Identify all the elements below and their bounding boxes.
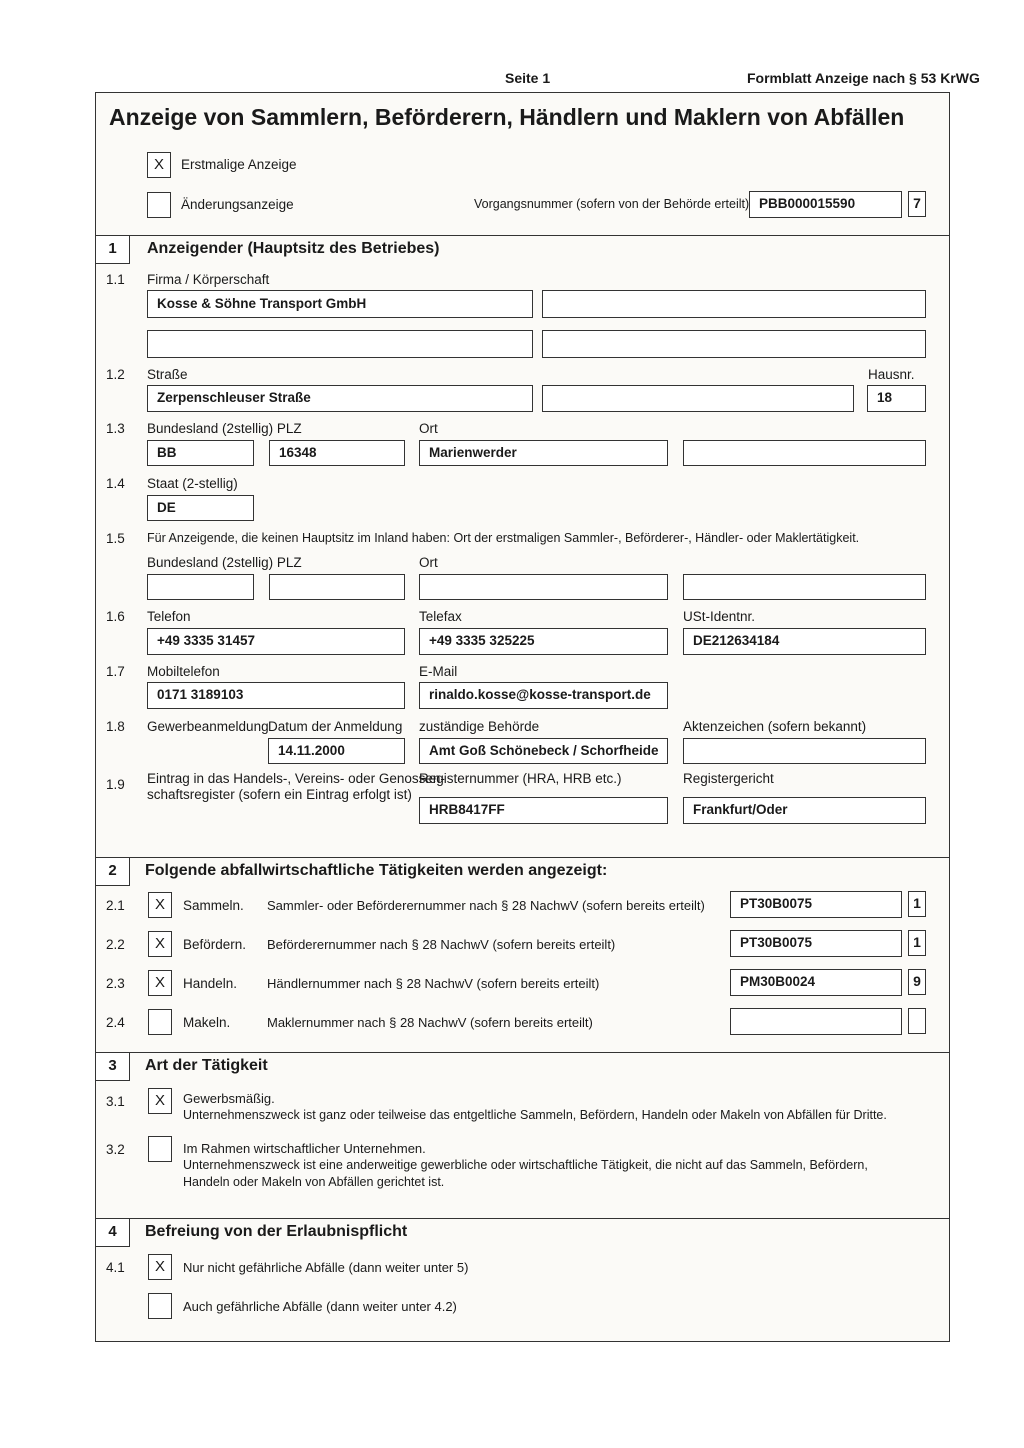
- section-4-title: Befreiung von der Erlaubnispflicht: [145, 1223, 408, 1240]
- foreign-city-field[interactable]: [419, 574, 668, 600]
- state-field[interactable]: BB: [147, 440, 254, 466]
- company-label: Firma / Körperschaft: [147, 272, 270, 287]
- mobile-label: Mobiltelefon: [147, 664, 220, 679]
- section-divider: [95, 857, 950, 858]
- foreign-city-field-2[interactable]: [683, 574, 926, 600]
- section-2-number: 2: [96, 858, 130, 886]
- city-field[interactable]: Marienwerder: [419, 440, 668, 466]
- business-description-2: Handeln oder Makeln von Abfällen gerichtet ist.: [183, 1175, 445, 1189]
- row-number: 2.4: [106, 1015, 125, 1030]
- register-number-label: Registernummer (HRA, HRB etc.): [419, 771, 622, 786]
- row-number: 2.3: [106, 976, 125, 991]
- change-notice-label: Änderungsanzeige: [181, 197, 294, 212]
- first-notice-checkbox[interactable]: X: [147, 152, 171, 178]
- section-1-number: 1: [96, 236, 130, 264]
- collect-checkbox[interactable]: X: [148, 892, 172, 918]
- section-1-title: Anzeigender (Hauptsitz des Betriebes): [147, 240, 440, 257]
- section-divider: [95, 1218, 950, 1219]
- vat-id-field[interactable]: DE212634184: [683, 628, 926, 655]
- email-label: E-Mail: [419, 664, 458, 679]
- mobile-field[interactable]: 0171 3189103: [147, 682, 405, 709]
- house-number-field[interactable]: 18: [867, 385, 926, 412]
- trade-checkbox[interactable]: X: [148, 970, 172, 996]
- registration-date-field[interactable]: 14.11.2000: [268, 738, 405, 764]
- commercial-description: Unternehmenszweck ist ganz oder teilweise das entgeltliche Sammeln, Befördern, Handeln oder Makeln von Abfällen für Dritte.: [183, 1108, 887, 1122]
- row-number: 1.4: [106, 476, 125, 491]
- broker-check-digit[interactable]: [908, 1008, 926, 1034]
- change-notice-checkbox[interactable]: [147, 192, 171, 218]
- collect-number-field[interactable]: PT30B0075: [730, 891, 902, 918]
- country-field[interactable]: DE: [147, 495, 254, 521]
- broker-number-field[interactable]: [730, 1008, 902, 1035]
- house-number-label: Hausnr.: [868, 367, 915, 382]
- row-number: 2.1: [106, 898, 125, 913]
- collect-description: Sammler- oder Beförderernummer nach § 28 NachwV (sofern bereits erteilt): [267, 898, 705, 913]
- foreign-state-field[interactable]: [147, 574, 254, 600]
- city-field-2[interactable]: [683, 440, 926, 466]
- broker-description: Maklernummer nach § 28 NachwV (sofern bereits erteilt): [267, 1015, 593, 1030]
- register-entry-label-2: schaftsregister (sofern ein Eintrag erfolgt ist): [147, 787, 412, 802]
- form-reference: Formblatt Anzeige nach § 53 KrWG: [747, 70, 980, 86]
- transport-description: Beförderernummer nach § 28 NachwV (sofern bereits erteilt): [267, 937, 616, 952]
- foreign-city-label: Ort: [419, 555, 438, 570]
- section-2-title: Folgende abfallwirtschaftliche Tätigkeiten werden angezeigt:: [145, 862, 608, 879]
- transport-check-digit[interactable]: 1: [908, 930, 926, 956]
- non-hazardous-checkbox[interactable]: X: [148, 1254, 172, 1280]
- vorgang-field[interactable]: PBB000015590: [749, 191, 902, 218]
- row-number: 2.2: [106, 937, 125, 952]
- row-number: 3.1: [106, 1094, 125, 1109]
- row-number: 1.9: [106, 777, 125, 792]
- section-3-title: Art der Tätigkeit: [145, 1057, 268, 1074]
- trade-registration-label: Gewerbeanmeldung: [147, 719, 269, 734]
- country-label: Staat (2-stellig): [147, 476, 238, 491]
- section-4-number: 4: [96, 1219, 130, 1247]
- trade-description: Händlernummer nach § 28 NachwV (sofern bereits erteilt): [267, 976, 600, 991]
- foreign-state-zip-label: Bundesland (2stellig) PLZ: [147, 555, 302, 570]
- city-label: Ort: [419, 421, 438, 436]
- page-number: Seite 1: [505, 70, 551, 86]
- row-number: 1.3: [106, 421, 125, 436]
- street-label: Straße: [147, 367, 188, 382]
- row-number: 1.5: [106, 531, 125, 546]
- transport-checkbox[interactable]: X: [148, 931, 172, 957]
- form-title: Anzeige von Sammlern, Beförderern, Händlern und Maklern von Abfällen: [109, 104, 905, 130]
- vat-id-label: USt-Identnr.: [683, 609, 756, 624]
- vorgang-check-digit[interactable]: 7: [908, 191, 926, 217]
- state-zip-label: Bundesland (2stellig) PLZ: [147, 421, 302, 436]
- register-court-label: Registergericht: [683, 771, 774, 786]
- transport-number-field[interactable]: PT30B0075: [730, 930, 902, 957]
- row-number: 1.6: [106, 609, 125, 624]
- broker-checkbox[interactable]: [148, 1009, 172, 1035]
- first-notice-label: Erstmalige Anzeige: [181, 157, 297, 172]
- registration-date-label: Datum der Anmeldung: [268, 719, 403, 734]
- zip-field[interactable]: 16348: [269, 440, 405, 466]
- register-entry-label-1: Eintrag in das Handels-, Vereins- oder Genossen-: [147, 771, 445, 786]
- collect-label: Sammeln.: [183, 898, 244, 913]
- transport-label: Befördern.: [183, 937, 247, 952]
- email-field[interactable]: rinaldo.kosse@kosse-transport.de: [419, 682, 668, 709]
- phone-field[interactable]: +49 3335 31457: [147, 628, 405, 655]
- vorgang-label: Vorgangsnummer (sofern von der Behörde erteilt): [474, 197, 750, 211]
- hazardous-label: Auch gefährliche Abfälle (dann weiter unter 4.2): [183, 1299, 457, 1314]
- non-hazardous-label: Nur nicht gefährliche Abfälle (dann weiter unter 5): [183, 1260, 469, 1275]
- section-divider: [95, 235, 950, 236]
- row-number: 4.1: [106, 1260, 125, 1275]
- section-3-number: 3: [96, 1053, 130, 1081]
- business-label: Im Rahmen wirtschaftlicher Unternehmen.: [183, 1141, 426, 1156]
- commercial-checkbox[interactable]: X: [148, 1088, 172, 1114]
- company-field-2[interactable]: [542, 290, 926, 318]
- trade-check-digit[interactable]: 9: [908, 969, 926, 995]
- authority-field[interactable]: Amt Goß Schönebeck / Schorfheide: [419, 738, 668, 764]
- business-checkbox[interactable]: [148, 1136, 172, 1162]
- section-divider: [95, 1052, 950, 1053]
- street-field-2[interactable]: [542, 385, 854, 412]
- fax-label: Telefax: [419, 609, 462, 624]
- hazardous-checkbox[interactable]: [148, 1293, 172, 1319]
- company-field-3[interactable]: [147, 330, 533, 358]
- street-field[interactable]: Zerpenschleuser Straße: [147, 385, 533, 412]
- register-number-field[interactable]: HRB8417FF: [419, 797, 668, 824]
- authority-label: zuständige Behörde: [419, 719, 540, 734]
- row-number: 1.1: [106, 272, 125, 287]
- file-reference-field[interactable]: [683, 738, 926, 764]
- broker-label: Makeln.: [183, 1015, 231, 1030]
- phone-label: Telefon: [147, 609, 191, 624]
- row-number: 1.7: [106, 664, 125, 679]
- foreign-zip-field[interactable]: [269, 574, 405, 600]
- company-field-4[interactable]: [542, 330, 926, 358]
- row-number: 3.2: [106, 1142, 125, 1157]
- trade-label: Handeln.: [183, 976, 238, 991]
- commercial-label: Gewerbsmäßig.: [183, 1091, 275, 1106]
- fax-field[interactable]: +49 3335 325225: [419, 628, 668, 655]
- company-field[interactable]: Kosse & Söhne Transport GmbH: [147, 290, 533, 318]
- business-description-1: Unternehmenszweck ist eine anderweitige gewerbliche oder wirtschaftliche Tätigkeit, die nicht auf das Sammeln, Befördern,: [183, 1158, 868, 1172]
- collect-check-digit[interactable]: 1: [908, 891, 926, 917]
- file-reference-label: Aktenzeichen (sofern bekannt): [683, 719, 867, 734]
- row-number: 1.8: [106, 719, 125, 734]
- foreign-note: Für Anzeigende, die keinen Hauptsitz im Inland haben: Ort der erstmaligen Sammler-, Beförderer-, Händler- oder Maklertätigkeit.: [147, 531, 860, 545]
- register-court-field[interactable]: Frankfurt/Oder: [683, 797, 926, 824]
- row-number: 1.2: [106, 367, 125, 382]
- trade-number-field[interactable]: PM30B0024: [730, 969, 902, 996]
